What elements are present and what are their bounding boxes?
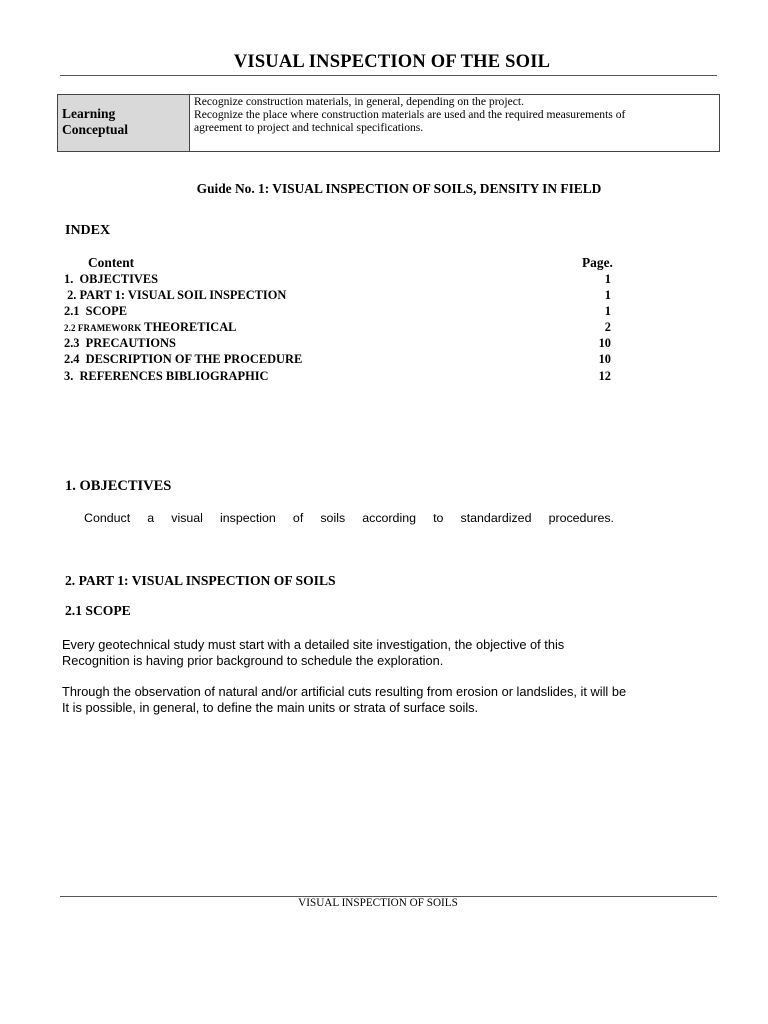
toc-page-number: 1 bbox=[604, 304, 611, 318]
toc-label-small: FRAMEWORK bbox=[77, 323, 142, 333]
toc-page-number: 2 bbox=[604, 320, 611, 334]
toc-label bbox=[64, 319, 236, 336]
learning-item: Recognize the place where construction materials are used and the required measurements of bbox=[194, 108, 626, 121]
learning-label-line1: Learning bbox=[62, 106, 116, 121]
index-page-header: Page. bbox=[582, 255, 613, 270]
toc-row-part1[interactable] bbox=[64, 287, 611, 303]
toc-label: 2. PART 1: VISUAL SOIL INSPECTION bbox=[64, 288, 287, 302]
toc-page-number: 1 bbox=[604, 272, 611, 286]
guide-title: Guide No. 1: VISUAL INSPECTION OF SOILS, DENSITY IN FIELD bbox=[196, 181, 602, 196]
toc-row-scope[interactable] bbox=[64, 303, 611, 319]
objectives-heading: 1. OBJECTIVES bbox=[65, 478, 172, 494]
index-content-header: Content bbox=[88, 255, 135, 270]
learning-content-cell bbox=[194, 95, 716, 134]
toc-row-framework[interactable] bbox=[64, 319, 611, 335]
scope-heading: 2.1 SCOPE bbox=[65, 603, 131, 618]
toc-row-references[interactable] bbox=[64, 368, 611, 384]
toc-row-precautions[interactable] bbox=[64, 335, 611, 351]
scope-paragraph-2 bbox=[62, 684, 682, 716]
learning-item: Recognize construction materials, in general, depending on the project. bbox=[194, 95, 524, 108]
scope-paragraph-1 bbox=[62, 637, 682, 669]
paragraph-line: It is possible, in general, to define the main units or strata of surface soils. bbox=[62, 700, 479, 715]
page-footer: VISUAL INSPECTION OF SOILS bbox=[298, 897, 458, 909]
toc-row-objectives[interactable] bbox=[64, 271, 611, 287]
index-heading: INDEX bbox=[65, 223, 111, 238]
paragraph-line: Every geotechnical study must start with a detailed site investigation, the objective of this bbox=[62, 637, 565, 652]
toc-label: 3. REFERENCES BIBLIOGRAPHIC bbox=[64, 369, 269, 383]
toc-page-number: 10 bbox=[598, 352, 611, 366]
toc-page-number: 12 bbox=[598, 369, 611, 383]
learning-item: agreement to project and technical specifications. bbox=[194, 121, 424, 134]
objectives-text: Conduct a visual inspection of soils according to standardized procedures. bbox=[84, 511, 614, 525]
toc-label: 2.1 SCOPE bbox=[64, 304, 127, 318]
learning-label-line2: Conceptual bbox=[62, 122, 129, 137]
document-title: VISUAL INSPECTION OF THE SOIL bbox=[233, 52, 551, 72]
toc-label: 2.4 DESCRIPTION OF THE PROCEDURE bbox=[64, 352, 303, 366]
toc-page-number: 10 bbox=[598, 336, 611, 350]
paragraph-line: Through the observation of natural and/or artificial cuts resulting from erosion or landslides, it will be bbox=[62, 684, 627, 699]
toc-label-prefix: 2.2 bbox=[64, 323, 78, 333]
learning-label-cell bbox=[58, 95, 190, 151]
toc-label-main: THEORETICAL bbox=[141, 320, 237, 334]
toc-row-procedure[interactable] bbox=[64, 351, 611, 367]
title-divider bbox=[60, 75, 717, 76]
toc-label: 2.3 PRECAUTIONS bbox=[64, 336, 176, 350]
toc-label: 1. OBJECTIVES bbox=[64, 272, 158, 286]
learning-table bbox=[57, 94, 720, 152]
part1-heading: 2. PART 1: VISUAL INSPECTION OF SOILS bbox=[65, 573, 336, 588]
toc-page-number: 1 bbox=[604, 288, 611, 302]
paragraph-line: Recognition is having prior background to schedule the exploration. bbox=[62, 653, 444, 668]
